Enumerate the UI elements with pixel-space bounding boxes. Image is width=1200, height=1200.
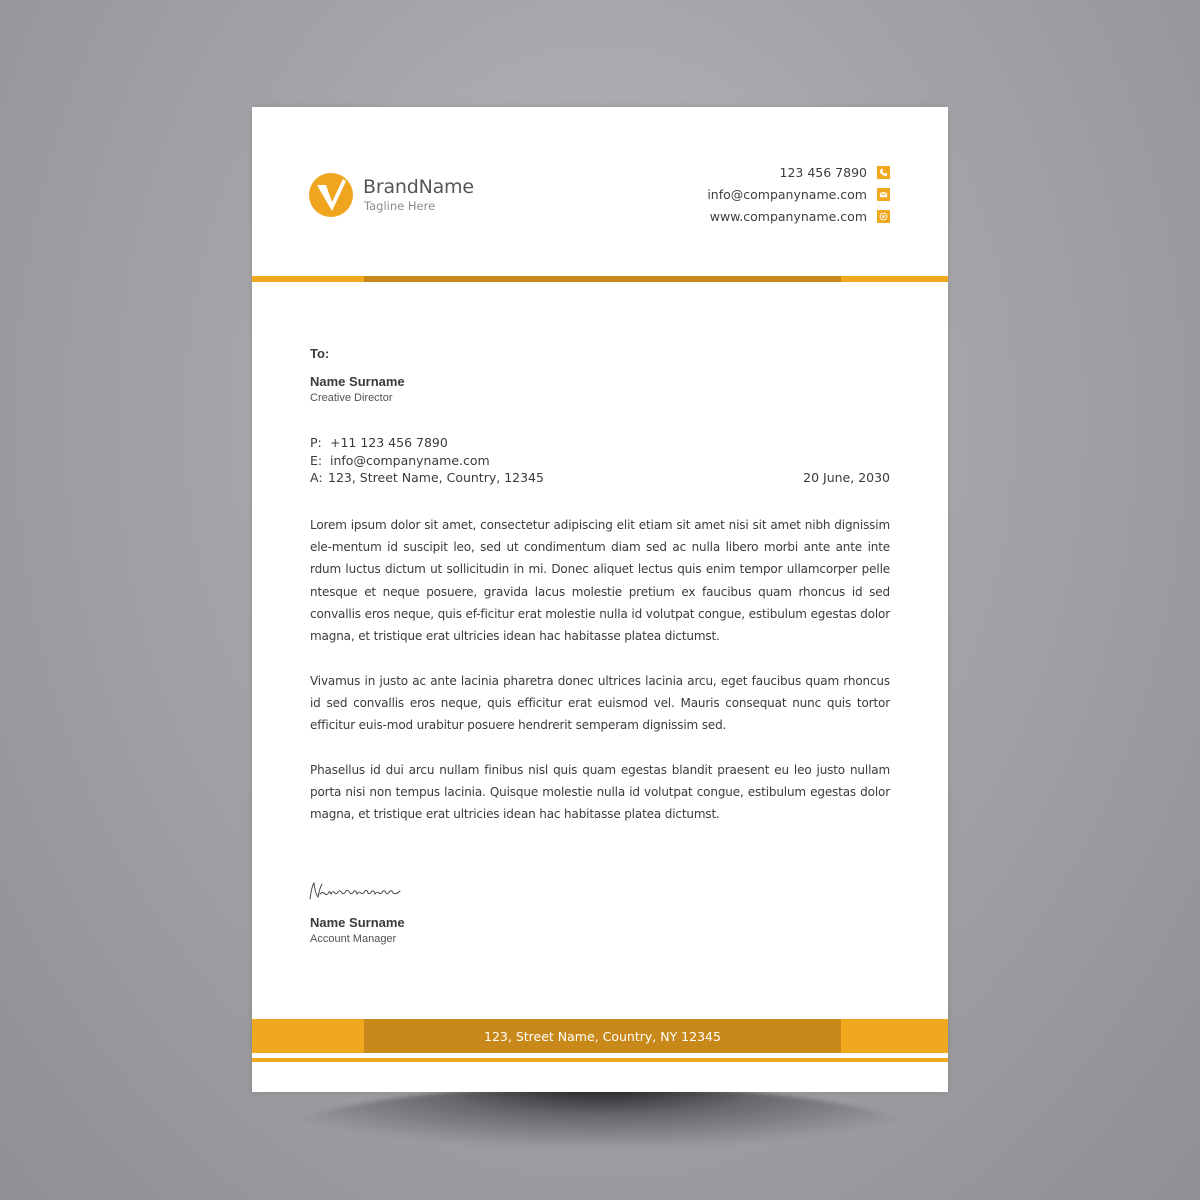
phone-icon [877,166,890,179]
contact-website-text: www.companyname.com [709,209,867,224]
body-paragraph-1: Lorem ipsum dolor sit amet, consectetur adipiscing elit etiam sit amet nisi sit amet nibh dignissim ele-mentum id suscipit leo, sed ut condimentum diam sed ac nulla libero morbi ante ante inte rdum luctus dictum ut sollicitudin in mi. Donec aliquet lectus quis enim tempor ullamcorper pelle ntesque et neque posuere, gravida lacus molestie pretium ex faucibus quam rhoncus id sed convallis eros neque, quis ef-ficitur erat molestie nulla id volutpat congue, estibulum egestas dolor magna, et tristique erat ultricies idean hac habitasse platea dictumst. [310,518,890,644]
footer-address: 123, Street Name, Country, NY 12345 [484,1028,721,1044]
recipient-address-value: 123, Street Name, Country, 12345 [328,470,544,485]
recipient-title: Creative Director [310,392,393,404]
footer-divider [252,1058,948,1062]
brand-name: BrandName [363,176,474,198]
handwritten-signature [308,879,408,905]
body-paragraph-2: Vivamus in justo ac ante lacinia pharetra donec ultrices lacinia arcu, eget faucibus quam rhoncus id sed convallis eros neque, quis efficitur erat euismod vel. Mauris consequat nunc quis tortor efficitur euis-mod urabitur posuere hendrerit semperam dignissim sed. [310,674,890,733]
contact-phone-text: 123 456 7890 [779,165,867,180]
body-paragraph-3: Phasellus id dui arcu nullam finibus nisl quis quam egestas blandit praesent eu leo justo nullam porta nisi non tempus lacinia. Quisque molestie nulla id volutpat congue, estibulum egestas dolor magna, et tristique erat ultricies idean hac habitasse platea dictumst. [310,763,890,822]
mail-icon [877,188,890,201]
recipient-email-value: info@companyname.com [330,453,490,468]
signer-name: Name Surname [310,915,405,930]
page-shadow [262,1086,938,1146]
contact-email-text: info@companyname.com [707,187,867,202]
phone-key: P: [310,435,322,450]
to-label: To: [310,346,330,361]
address-key: A: [310,470,323,485]
email-key: E: [310,453,323,468]
recipient-phone [310,435,448,450]
globe-icon [877,210,890,223]
letterhead-sheet [252,107,948,1092]
recipient-phone-value: +11 123 456 7890 [330,435,448,450]
contact-website [710,209,890,224]
recipient-email [310,453,490,468]
v-circle-logo [309,173,353,217]
recipient-address [310,470,544,485]
letter-date: 20 June, 2030 [803,470,890,485]
contact-phone [780,165,890,180]
recipient-name: Name Surname [310,374,405,389]
brand-tagline: Tagline Here [364,199,436,213]
footer-band-accent [364,1019,841,1053]
contact-email [707,187,890,202]
header-divider-accent [364,276,841,282]
signer-title: Account Manager [310,933,397,945]
